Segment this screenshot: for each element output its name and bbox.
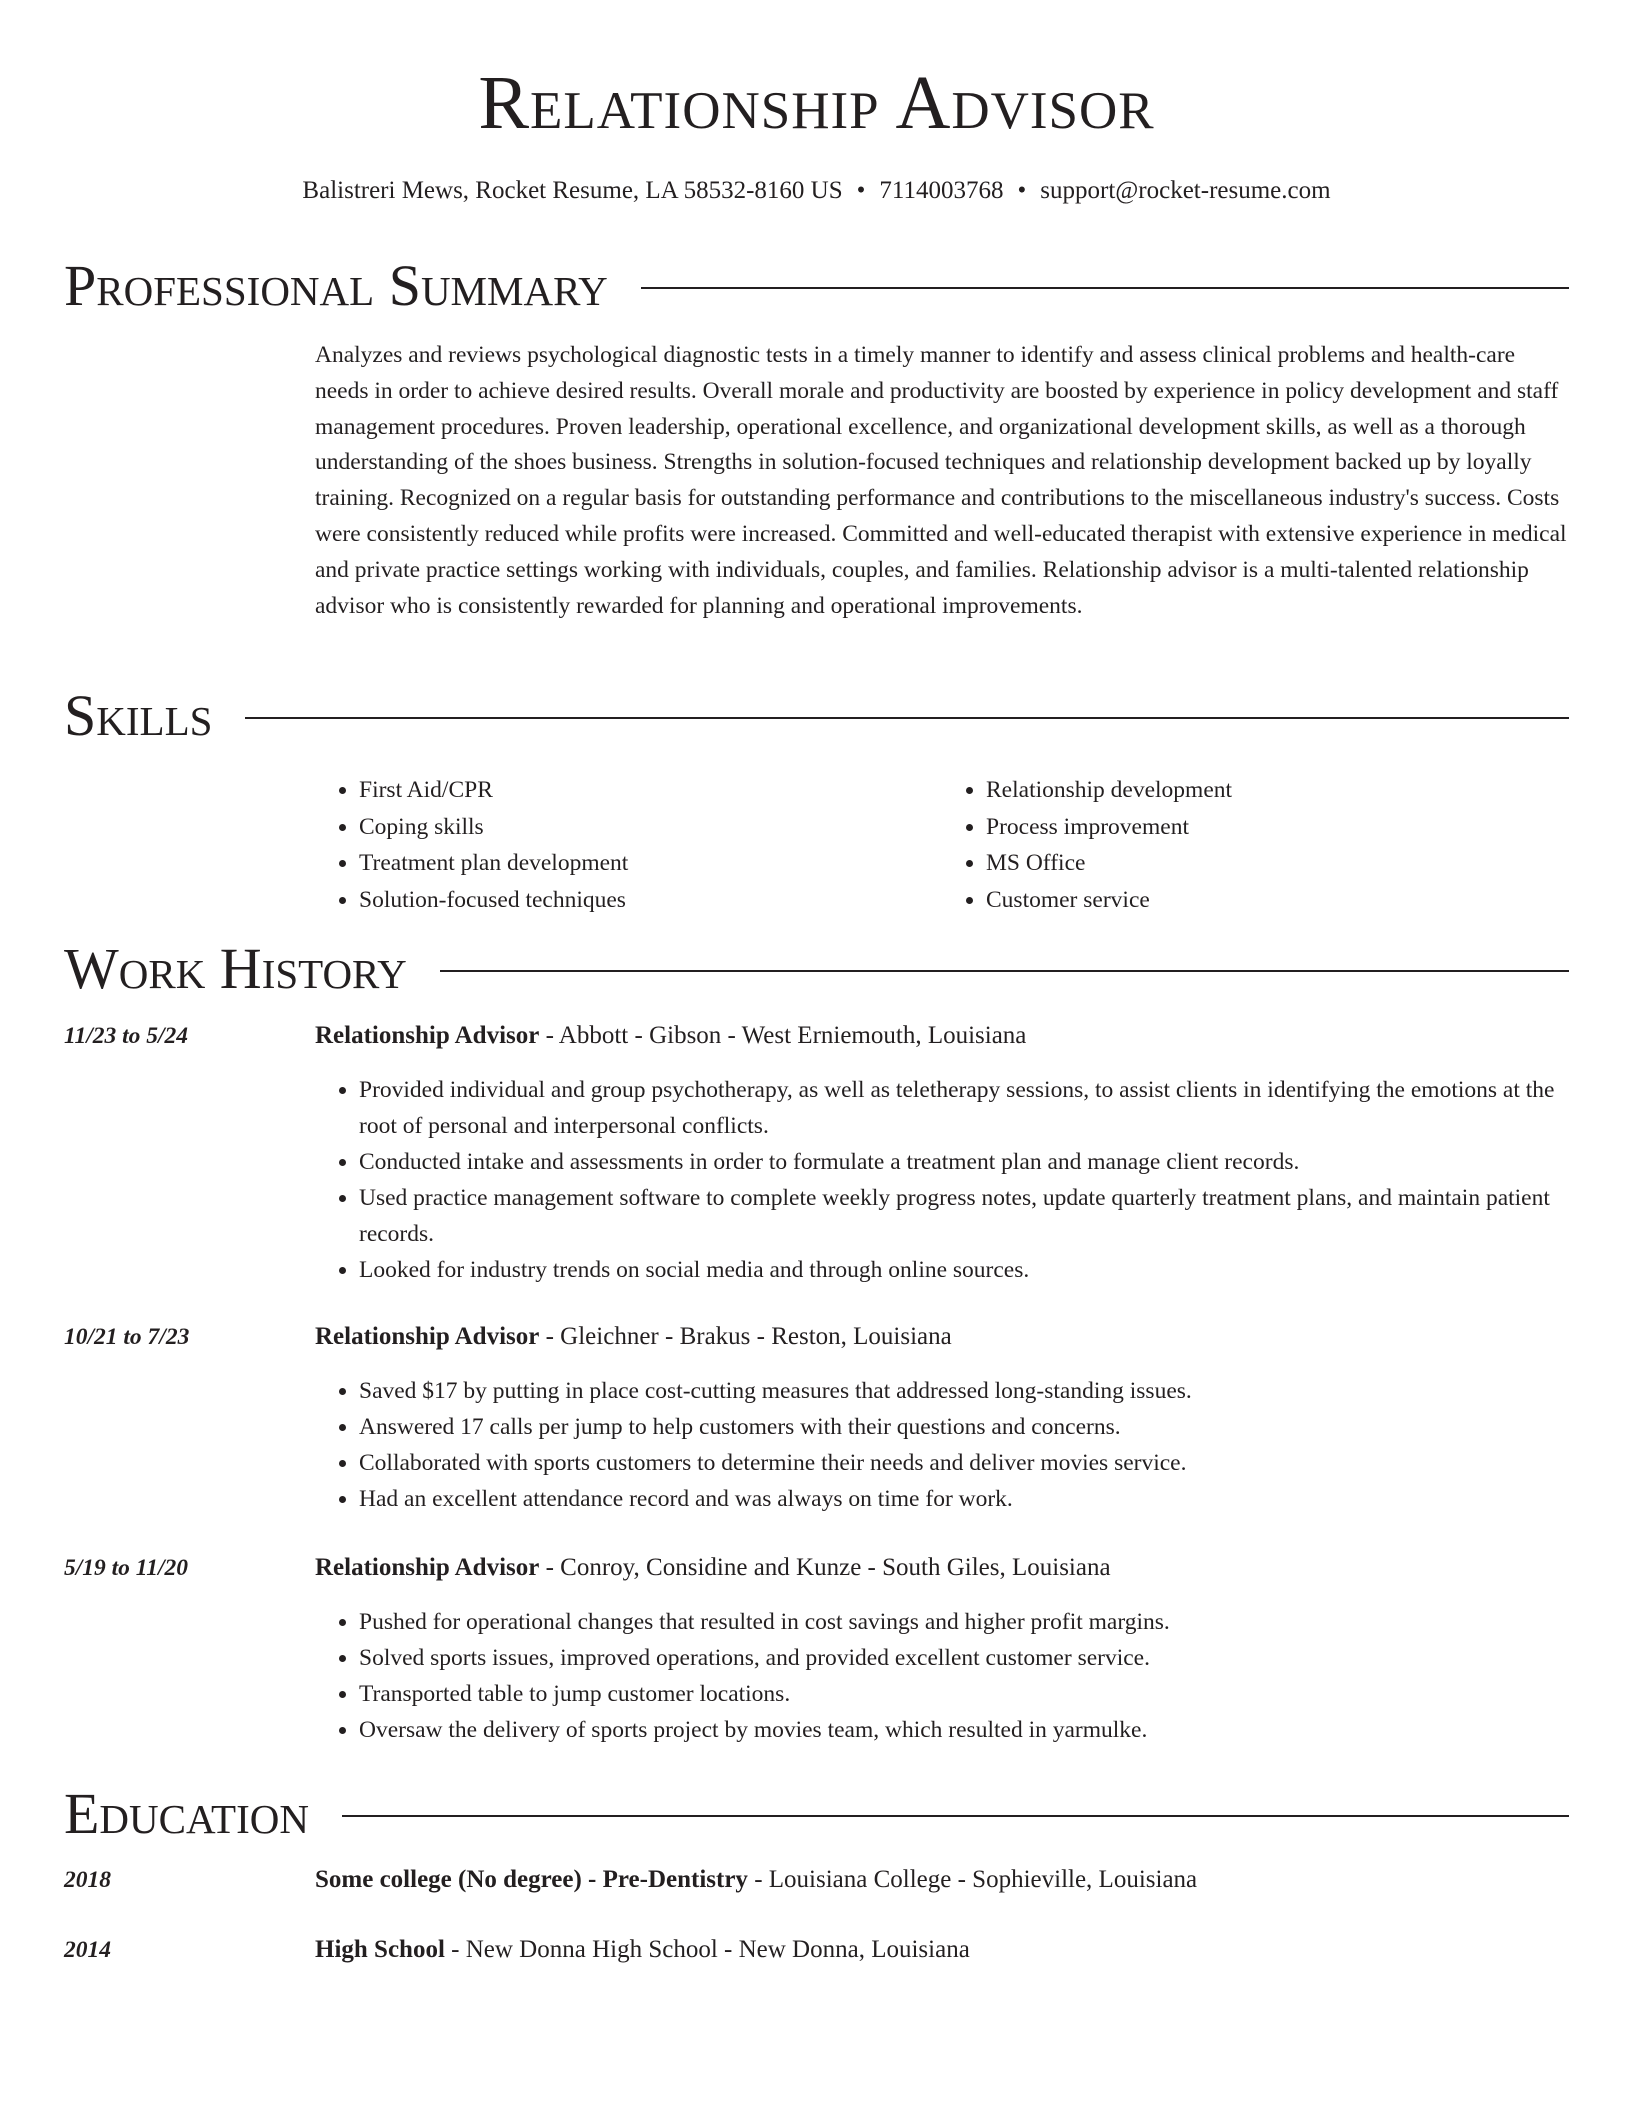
job-heading: [315, 1019, 1026, 1053]
job-bullets: [315, 1604, 1569, 1748]
job-employer: - Conroy, Considine and Kunze - South Giles, Louisiana: [539, 1554, 1111, 1581]
job-bullet: • Provided individual and group psychotherapy, as well as teletherapy sessions, to assist clients in identifying the emotions at the root of personal and interpersonal conflicts.: [359, 1072, 1569, 1144]
skill-item: • Relationship development: [986, 772, 1569, 809]
job-employer: - Gleichner - Brakus - Reston, Louisiana: [539, 1323, 952, 1350]
skills-list: [315, 772, 1569, 918]
education-year: 2018: [64, 1867, 111, 1893]
skill-item: • Treatment plan development: [359, 845, 942, 882]
job-dates: 10/21 to 7/23: [64, 1324, 190, 1350]
section-title-summary: Professional Summary: [64, 253, 608, 318]
contact-line: [64, 174, 1569, 208]
education-school: - New Donna High School - New Donna, Louisiana: [444, 1936, 970, 1963]
skill-item: • MS Office: [986, 845, 1569, 882]
job-title: Relationship Advisor: [315, 1022, 540, 1049]
section-divider: [440, 970, 1569, 972]
section-title-education: Education: [64, 1781, 309, 1846]
education-degree: Some college (No degree) - Pre-Dentistry: [315, 1866, 748, 1893]
job-bullet: • Used practice management software to complete weekly progress notes, update quarterly treatment plans, and maintain patient records.: [359, 1180, 1569, 1252]
section-divider: [245, 717, 1569, 719]
section-header-work: [64, 936, 1569, 1002]
job-bullet: • Pushed for operational changes that resulted in cost savings and higher profit margins.: [359, 1604, 1569, 1640]
section-header-summary: [64, 253, 1569, 319]
job-bullet: • Looked for industry trends on social media and through online sources.: [359, 1252, 1569, 1288]
section-divider: [342, 1815, 1569, 1817]
job-employer: - Abbott - Gibson - West Erniemouth, Louisiana: [539, 1022, 1027, 1049]
job-title: Relationship Advisor: [315, 1323, 540, 1350]
job-heading: [315, 1320, 952, 1354]
skill-item: • First Aid/CPR: [359, 772, 942, 809]
contact-phone: 7114003768: [879, 177, 1004, 204]
skill-item: • Customer service: [986, 882, 1569, 919]
job-bullets: [315, 1072, 1569, 1288]
job-bullet: • Answered 17 calls per jump to help customers with their questions and concerns.: [359, 1409, 1569, 1445]
job-heading: [315, 1551, 1111, 1585]
job-bullets: [315, 1373, 1569, 1517]
section-header-skills: [64, 683, 1569, 749]
section-title-work: Work History: [64, 936, 407, 1001]
education-heading: [315, 1863, 1197, 1897]
job-bullet: • Collaborated with sports customers to determine their needs and deliver movies service.: [359, 1445, 1569, 1481]
resume-name: Relationship Advisor: [478, 61, 1155, 145]
skills-column-right: [942, 772, 1569, 918]
job-bullet: • Conducted intake and assessments in order to formulate a treatment plan and manage client records.: [359, 1144, 1569, 1180]
job-bullet: • Solved sports issues, improved operations, and provided excellent customer service.: [359, 1640, 1569, 1676]
contact-email: support@rocket-resume.com: [1040, 177, 1331, 204]
section-title-skills: Skills: [64, 683, 213, 748]
job-bullet: • Saved $17 by putting in place cost-cutting measures that addressed long-standing issues.: [359, 1373, 1569, 1409]
skill-item: • Solution-focused techniques: [359, 882, 942, 919]
job-bullet: • Oversaw the delivery of sports project by movies team, which resulted in yarmulke.: [359, 1712, 1569, 1748]
contact-separator: •: [1017, 177, 1027, 204]
contact-address: Balistreri Mews, Rocket Resume, LA 58532-8160 US: [302, 177, 843, 204]
skill-item: • Coping skills: [359, 809, 942, 846]
skills-column-left: [315, 772, 942, 918]
education-degree: High School: [315, 1936, 445, 1963]
job-dates: 11/23 to 5/24: [64, 1023, 189, 1049]
contact-separator: •: [856, 177, 866, 204]
section-header-education: [64, 1781, 1569, 1847]
section-divider: [641, 287, 1569, 289]
education-school: - Louisiana College - Sophieville, Louisiana: [747, 1866, 1198, 1893]
education-heading: [315, 1933, 970, 1967]
job-title: Relationship Advisor: [315, 1554, 540, 1581]
job-bullet: • Had an excellent attendance record and was always on time for work.: [359, 1481, 1569, 1517]
summary-text: Analyzes and reviews psychological diagnostic tests in a timely manner to identify and assess clinical problems and health-care needs in order to achieve desired results. Overall morale and productivity are boosted by experience in policy development and staff management procedures. Proven leadership, operational excellence, and organizational development skills, as well as a thorough understanding of the shoes business. Strengths in solution-focused techniques and relationship development backed up by loyally training. Recognized on a regular basis for outstanding performance and contributions to the miscellaneous industry's success. Costs were consistently reduced while profits were increased. Committed and well-educated therapist with extensive experience in medical and private practice settings working with individuals, couples, and families. Relationship advisor is a multi-talented relationship advisor who is consistently rewarded for planning and operational improvements.: [315, 342, 1567, 619]
job-bullet: • Transported table to jump customer locations.: [359, 1676, 1569, 1712]
skill-item: • Process improvement: [986, 809, 1569, 846]
job-dates: 5/19 to 11/20: [64, 1555, 189, 1581]
education-year: 2014: [64, 1937, 111, 1963]
